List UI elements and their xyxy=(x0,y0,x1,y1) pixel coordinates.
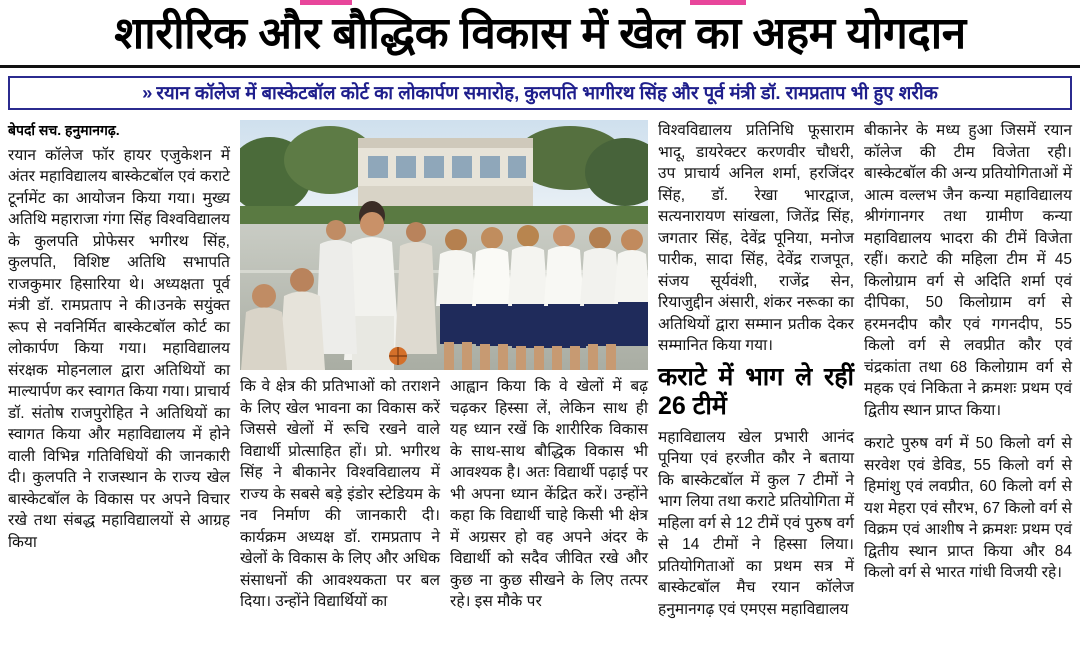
column-5-text-a: बीकानेर के मध्य हुआ जिसमें रयान कॉलेज की टीम विजेता रही। बास्केटबॉल की अन्य प्रतियोगिताओं में आत्म वल्लभ जैन कन्या महाविद्यालय श्रीगंगानगर तथा ग्रामीण कन्या महाविद्यालय भादरा की टीमें विजेता रहीं। कराटे की महिला टीम में 45 किलोग्राम वर्ग से अदिति शर्मा एवं दीपिका, 50 किलोग्राम वर्ग से हरमनदीप कौर एवं गगनदीप, 55 किलो वर्ग से लवप्रीत कौर एवं चंद्रकांता तथा 68 किलोग्राम वर्ग से महक एवं निकिता ने क्रमशः प्रथम एवं द्वितीय स्थान प्राप्त किया। xyxy=(864,122,1072,419)
column-3-text: आह्वान किया कि वे खेलों में बढ़ चढ़कर हिस्सा लें, लेकिन साथ ही यह ध्यान रखें कि शारीरिक विकास के साथ-साथ बौद्धिक विकास भी आवश्यक है। अतः विद्यार्थी पढ़ाई पर भी अपना ध्यान केंद्रित करें। उन्होंने कहा कि विद्यार्थी चाहे किसी भी क्षेत्र में अग्रसर हो वह अपने अंदर के विद्यार्थी को सदैव जीवित रखे और कुछ ना कुछ सीखने के लिए तत्पर रहे। इस मौके पर xyxy=(450,378,648,610)
section-subheading-karate: कराटे में भाग ले रहीं 26 टीमें xyxy=(658,362,854,420)
headline-container xyxy=(0,6,1080,68)
column-5 xyxy=(864,120,1072,584)
column-4 xyxy=(658,120,854,620)
column-5-text-b: कराटे पुरुष वर्ग में 50 किलो वर्ग से सरवेश एवं डेविड, 55 किलो वर्ग से हिमांशु एवं लवप्रीत, 60 किलो वर्ग से यश मेहरा एवं सौरभ, 67 किलो वर्ग से विक्रम एवं आशीष ने क्रमशः प्रथम एवं द्वितीय स्थान प्राप्त किया और 84 किलो वर्ग से भारत गांधी विजयी रहे। xyxy=(864,435,1072,581)
top-mark-right xyxy=(690,0,746,5)
top-mark-left xyxy=(300,0,352,5)
photo-spacer-2 xyxy=(450,120,648,376)
page-title: शारीरिक और बौद्धिक विकास में खेल का अहम योगदान xyxy=(114,9,966,58)
subheadline xyxy=(142,82,938,104)
column-2-text: कि वे क्षेत्र की प्रतिभाओं को तराशने के लिए खेल भावना का विकास करें जिससे खेलों में रूचि रखने वाले विद्यार्थी प्रोत्साहित हों। प्रो. भगीरथ सिंह ने बीकानेर विश्वविद्यालय में राज्य के सबसे बड़े इंडोर स्टेडियम के नव निर्माण की जानकारी दी। कार्यक्रम अध्यक्ष डॉ. रामप्रताप ने खेलों के विकास के लिए और अधिक संसाधनों की आवश्यकता पर बल दिया। उन्होंने विद्यार्थियों का xyxy=(240,378,440,610)
column-4-bottom-text: महाविद्यालय खेल प्रभारी आनंद पूनिया एवं हरजीत कौर ने बताया कि बास्केटबॉल में कुल 7 टीमों ने भाग लिया तथा कराटे प्रतियोगिता में महिला वर्ग से 12 टीमें एवं पुरुष वर्ग से 14 टीमों ने हिस्सा लिया। प्रतियोगिताओं का प्रथम सत्र में बास्केटबॉल मैच रयान कॉलेज हनुमानगढ़ एवं एमएस महाविद्यालय xyxy=(658,428,854,618)
column-1 xyxy=(8,120,230,553)
chevron-right-icon: » xyxy=(142,82,153,103)
photo-spacer xyxy=(240,120,440,376)
article-body xyxy=(8,120,1072,668)
column-3 xyxy=(450,120,648,613)
subheadline-box xyxy=(8,76,1072,110)
subheadline-text: रयान कॉलेज में बास्केटबॉल कोर्ट का लोकार्पण समारोह, कुलपति भागीरथ सिंह और पूर्व मंत्री डॉ. रामप्रताप भी हुए शरीक xyxy=(156,82,938,103)
column-1-text: रयान कॉलेज फॉर हायर एजुकेशन में अंतर महाविद्यालय बास्केटबॉल एवं कराटे टूर्नामेंट का आयोजन किया गया। मुख्य अतिथि महाराजा गंगा सिंह विश्वविद्यालय के कुलपति प्रोफेसर भगीरथ सिंह, कुलपति, विशिष्ट अतिथि सभापति राजकुमार हिसारिया थे। अध्यक्षता पूर्व मंत्री डॉ. रामप्रताप ने की।उनके सयुंक्त रूप से नवनिर्मित बास्केटबॉल कोर्ट का लोकार्पण किया गया। महाविद्यालय संरक्षक मोहनलाल द्वारा अतिथियों का माल्यार्पण कर स्वागत किया गया। प्राचार्य डॉ. संतोष राजपुरोहित ने अतिथियों का स्वागत किया और महाविद्यालय में होने वाली विभिन्न गतिविधियों की जानकारी दी। कुलपति ने राजस्थान के राज्य खेल बास्केटबॉल के विकास पर अपने विचार रखे तथा संबद्ध महाविद्यालयों से आग्रह किया xyxy=(8,146,230,551)
column-4-top-text: विश्वविद्यालय प्रतिनिधि फूसाराम भादू, डायरेक्टर करणवीर चौधरी, उप प्राचार्य अनिल शर्मा, हरजिंदर सिंह, डॉ. रेखा भारद्वाज, सत्यनारायण सांखला, जितेंद्र सिंह, जगतार सिंह, देवेंद्र पूनिया, मनोज पारीक, सादा सिंह, देवेंद्र राजपूत, संजय सूर्यवंशी, राजेंद्र सेन, रियाजुद्दीन अंसारी, शंकर नरूका का अतिथियों द्वारा सम्मान प्रतीक देकर सम्मानित किया गया। xyxy=(658,122,854,354)
byline: बेपर्दा सच. हनुमानगढ़. xyxy=(8,122,120,138)
column-2 xyxy=(240,120,440,613)
